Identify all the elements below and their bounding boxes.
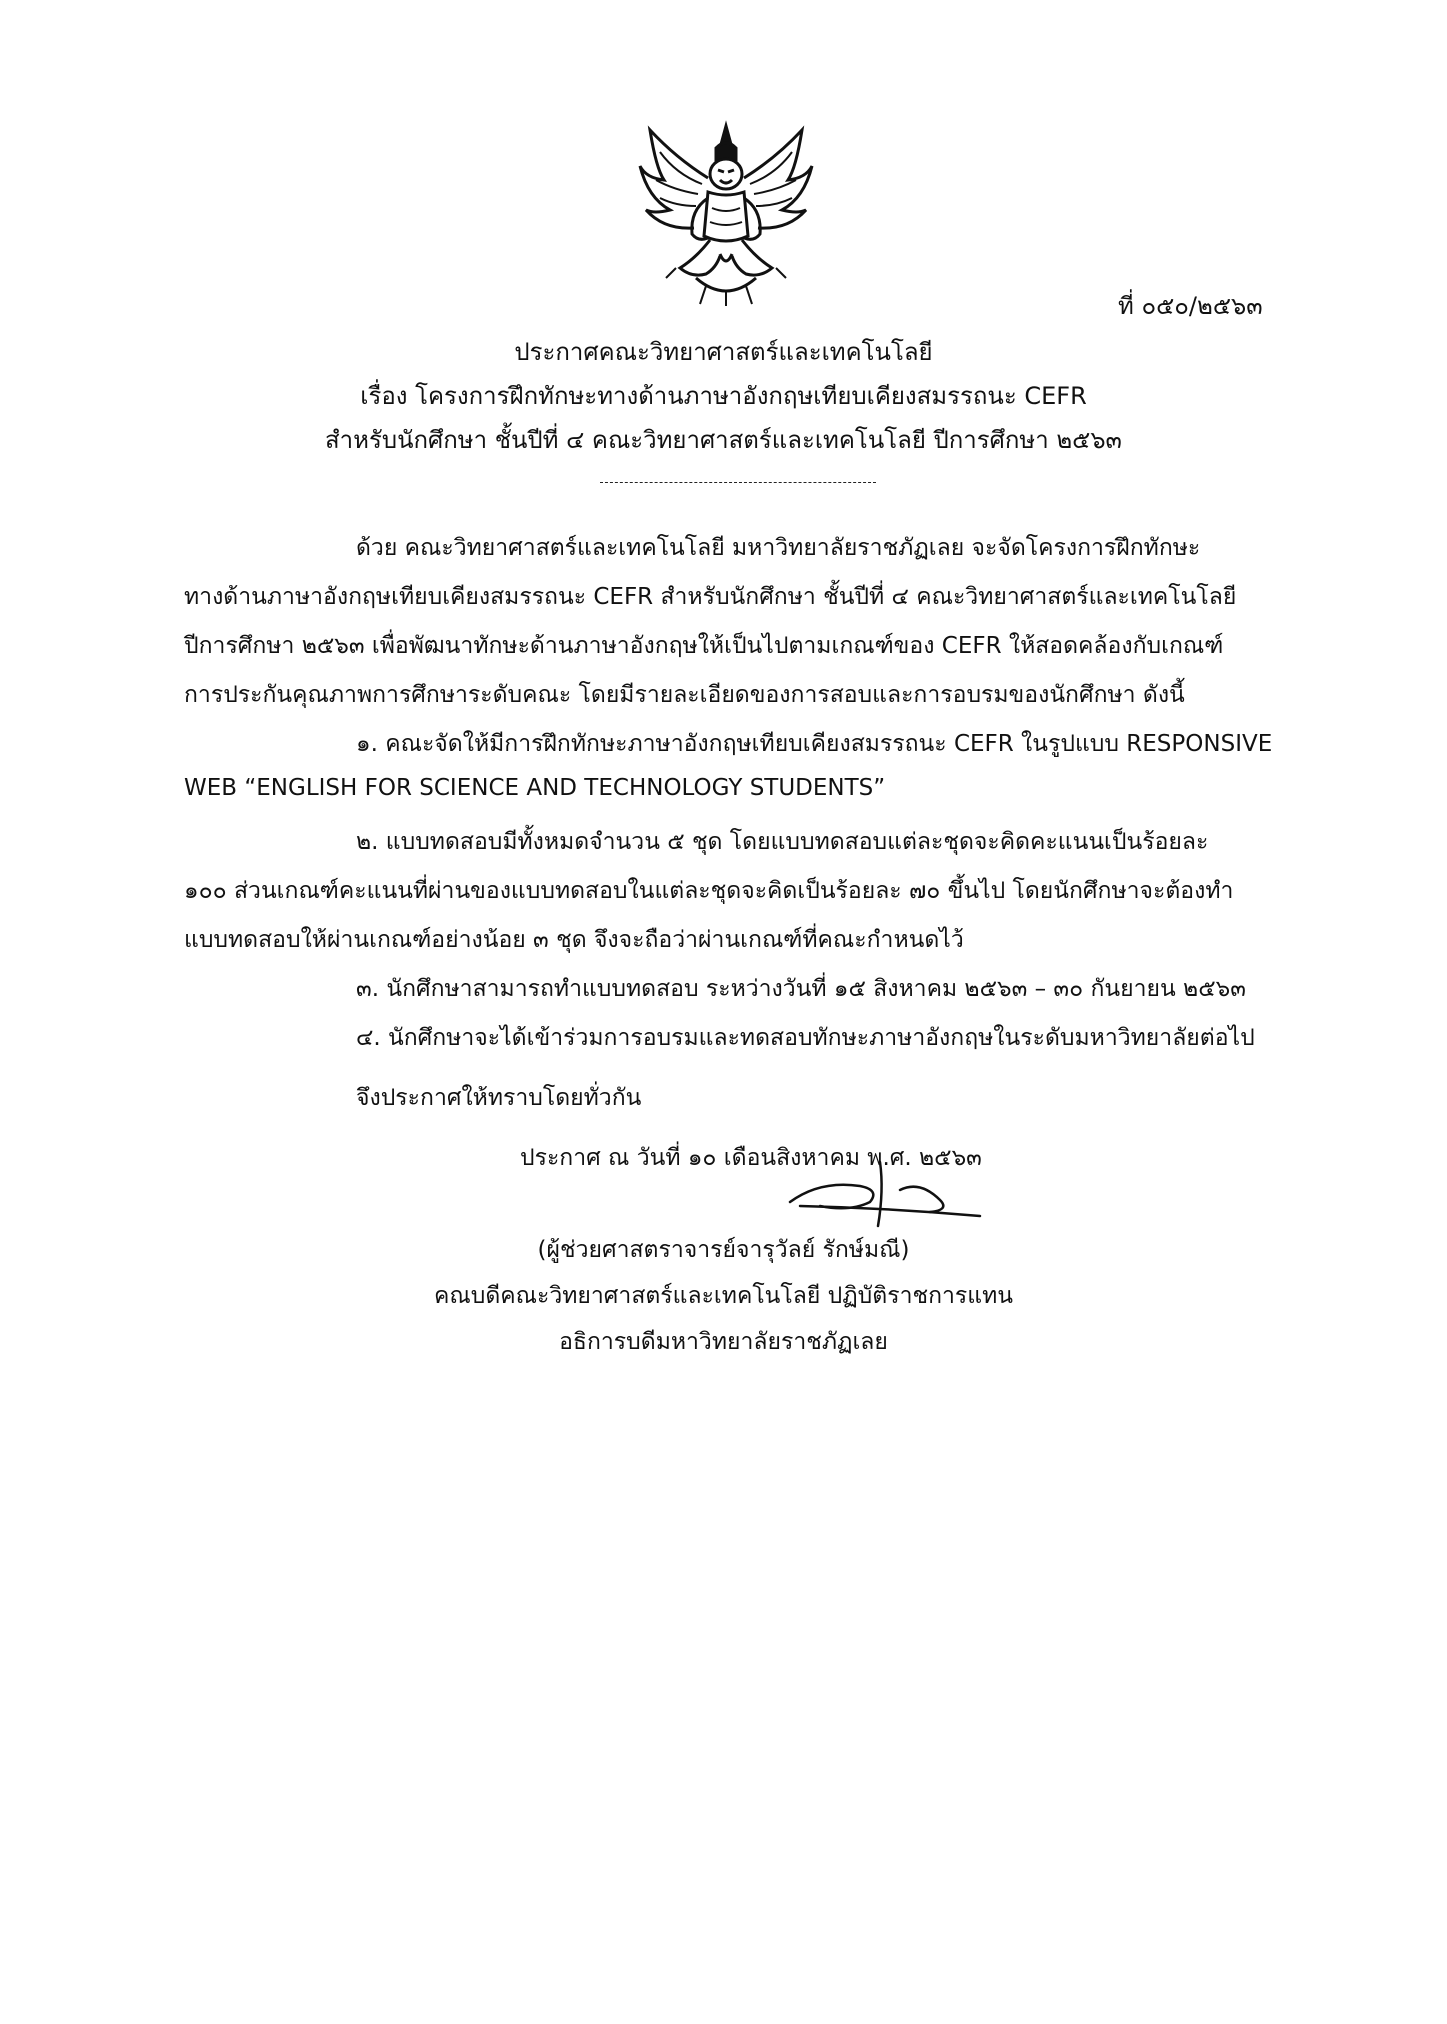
signatory-name: (ผู้ช่วยศาสตราจารย์จารุวัลย์ รักษ์มณี) [537, 1237, 910, 1263]
intro-line-3: ปีการศึกษา ๒๕๖๓ เพื่อพัฒนาทักษะด้านภาษาอังกฤษให้เป็นไปตามเกณฑ์ของ CEFR ให้สอดคล้องกับเกณฑ์ [184, 633, 1224, 659]
title-divider [600, 482, 876, 483]
announcement-date: ประกาศ ณ วันที่ ๑๐ เดือนสิงหาคม พ.ศ. ๒๕๖๓ [520, 1145, 982, 1171]
item-1-line-2: WEB “ENGLISH FOR SCIENCE AND TECHNOLOGY STUDENTS” [184, 775, 886, 801]
intro-line-1: ด้วย คณะวิทยาศาสตร์และเทคโนโลยี มหาวิทยาลัยราชภัฏเลย จะจัดโครงการฝึกทักษะ [356, 535, 1201, 561]
signatory-position: คณบดีคณะวิทยาศาสตร์และเทคโนโลยี ปฏิบัติราชการแทน [434, 1283, 1013, 1309]
handwritten-signature-icon [780, 1150, 1010, 1230]
item-1-line-1: ๑. คณะจัดให้มีการฝึกทักษะภาษาอังกฤษเทียบเคียงสมรรถนะ CEFR ในรูปแบบ RESPONSIVE [356, 731, 1273, 757]
announcement-title: ประกาศคณะวิทยาศาสตร์และเทคโนโลยี [514, 338, 933, 366]
item-2-line-1: ๒. แบบทดสอบมีทั้งหมดจำนวน ๕ ชุด โดยแบบทดสอบแต่ละชุดจะคิดคะแนนเป็นร้อยละ [356, 829, 1209, 855]
signatory-position-2: อธิการบดีมหาวิทยาลัยราชภัฏเลย [559, 1329, 888, 1355]
announcement-subject: เรื่อง โครงการฝึกทักษะทางด้านภาษาอังกฤษเทียบเคียงสมรรถนะ CEFR [360, 382, 1087, 410]
announcement-audience: สำหรับนักศึกษา ชั้นปีที่ ๔ คณะวิทยาศาสตร์และเทคโนโลยี ปีการศึกษา ๒๕๖๓ [325, 426, 1122, 454]
item-2-line-2: ๑๐๐ ส่วนเกณฑ์คะแนนที่ผ่านของแบบทดสอบในแต่ละชุดจะคิดเป็นร้อยละ ๗๐ ขึ้นไป โดยนักศึกษาจะต้องทำ [184, 878, 1234, 904]
document-number: ที่ ๐๕๐/๒๕๖๓ [1118, 292, 1263, 320]
item-4: ๔. นักศึกษาจะได้เข้าร่วมการอบรมและทดสอบทักษะภาษาอังกฤษในระดับมหาวิทยาลัยต่อไป [356, 1025, 1255, 1051]
item-3: ๓. นักศึกษาสามารถทำแบบทดสอบ ระหว่างวันที่ ๑๕ สิงหาคม ๒๕๖๓ – ๓๐ กันยายน ๒๕๖๓ [356, 976, 1246, 1002]
intro-line-4: การประกันคุณภาพการศึกษาระดับคณะ โดยมีรายละเอียดของการสอบและการอบรมของนักศึกษา ดังนี้ [184, 682, 1185, 708]
intro-line-2: ทางด้านภาษาอังกฤษเทียบเคียงสมรรถนะ CEFR สำหรับนักศึกษา ชั้นปีที่ ๔ คณะวิทยาศาสตร์และเทคโนโลยี [184, 584, 1237, 610]
item-2-line-3: แบบทดสอบให้ผ่านเกณฑ์อย่างน้อย ๓ ชุด จึงจะถือว่าผ่านเกณฑ์ที่คณะกำหนดไว้ [184, 927, 964, 953]
garuda-emblem-icon [636, 118, 816, 308]
closing-statement: จึงประกาศให้ทราบโดยทั่วกัน [356, 1085, 642, 1111]
